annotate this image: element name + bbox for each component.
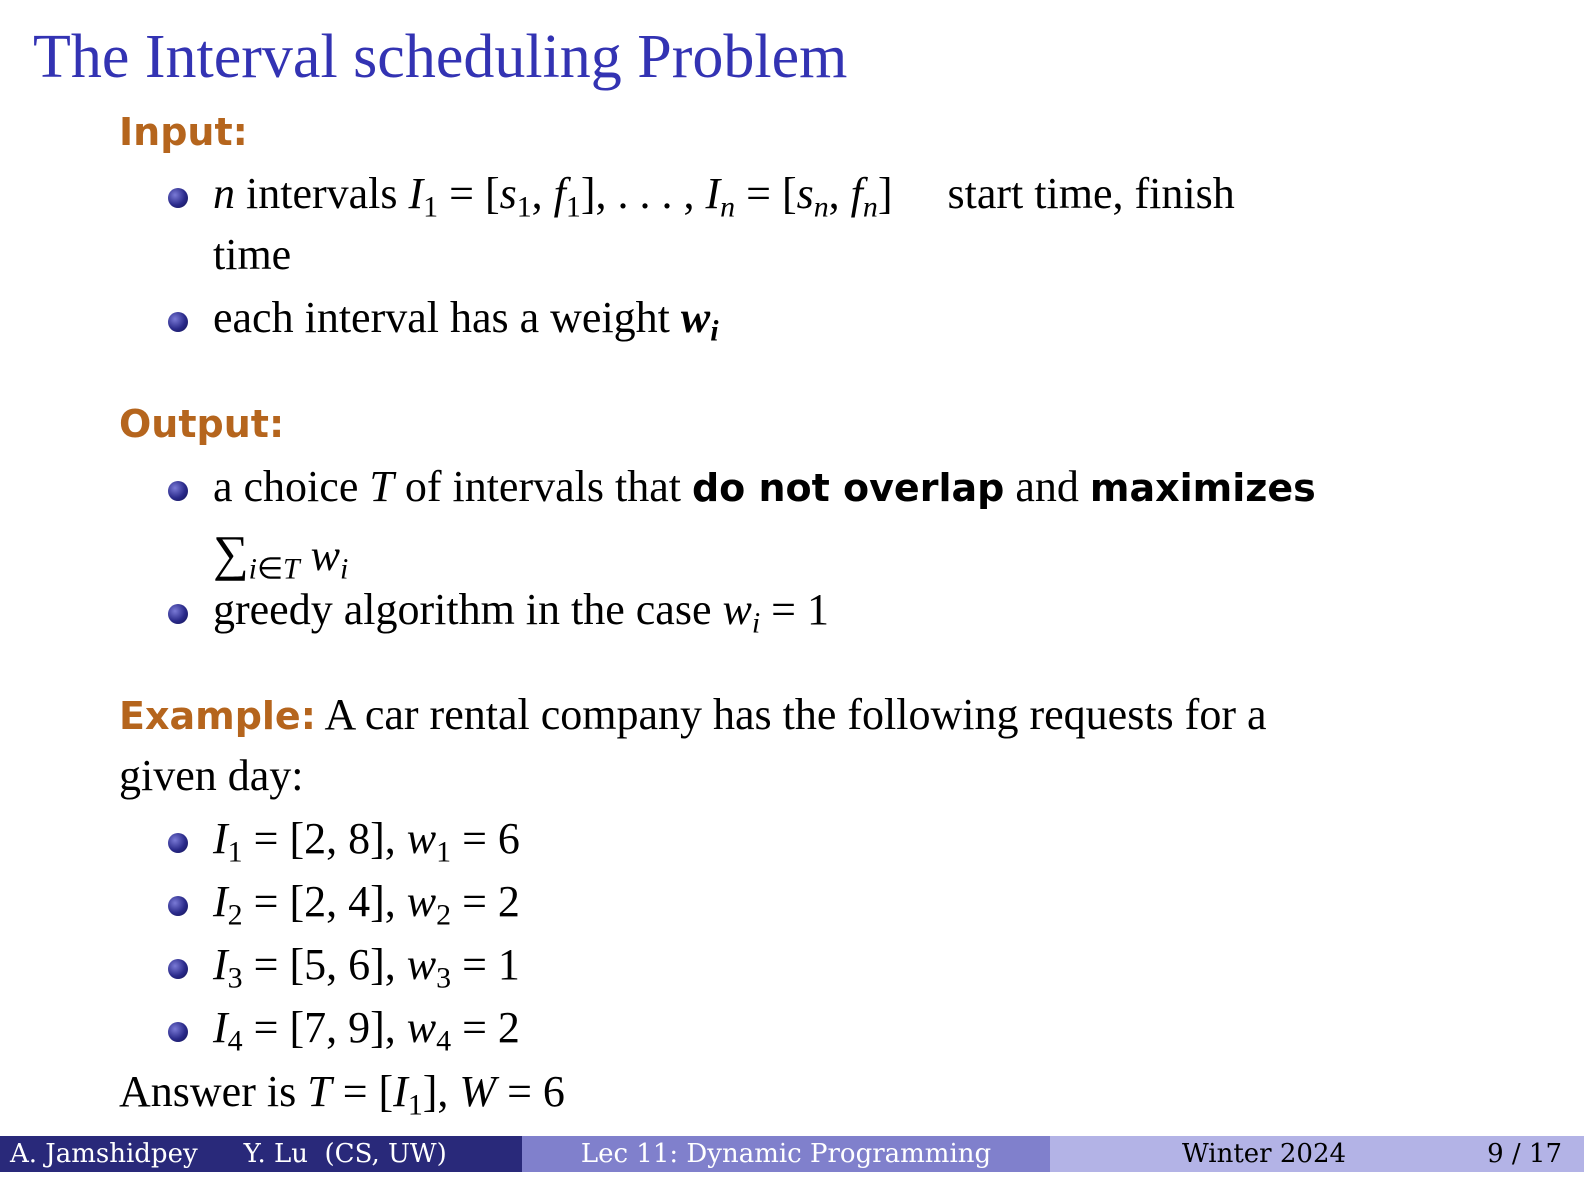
answer-line: Answer is $T = [I_1]$, W = 6 [119,1067,565,1122]
footer-page-number: 9 / 17 [1487,1139,1562,1169]
output-item-1-sum: $\sum_{i\in T}$ $w_i$ [213,525,349,586]
input-block-title: Input: [119,110,248,154]
bullet-icon [168,604,188,624]
output-item-1-and: and [1015,462,1079,511]
bullet-icon [168,188,188,208]
example-text-1: A car rental company has the following requests for a [324,690,1267,739]
answer-prefix: Answer is [119,1067,297,1116]
output-item-2: greedy algorithm in the case $w_i = 1$ [213,585,829,640]
example-text-2: given day: [119,751,304,800]
footer-right [1050,1136,1584,1172]
bullet-icon [168,1022,188,1042]
answer-W: 6 [542,1067,565,1116]
slide-title: The Interval scheduling Problem [33,23,848,91]
slide-footer [0,1136,1584,1172]
footer-lecture [522,1136,1050,1172]
bullet-icon [168,312,188,332]
output-item-1-bold2: maximizes [1089,466,1316,510]
input-item-1-note-end: time [213,230,292,279]
request-item-4: $I_4 = [7$, 9], $w_4 = 2$ [213,1003,520,1058]
output-item-2-text: greedy algorithm in the case [213,585,712,634]
input-item-2-text: each interval has a weight [213,293,670,342]
bullet-icon [168,481,188,501]
input-item-1-note: start time, finish [947,169,1235,218]
example-line-1 [119,689,1267,740]
bullet-icon [168,896,188,916]
output-item-1-mid: of intervals that [404,462,681,511]
footer-term: Winter 2024 [1182,1139,1347,1169]
output-item-1-prefix: a choice [213,462,359,511]
example-label: Example: [119,694,316,738]
input-item-2: each interval has a weight $w_i$ [213,293,719,348]
output-block-title: Output: [119,402,285,446]
footer-lecture-title: Lec 11: Dynamic Programming [580,1139,992,1169]
bullet-icon [168,959,188,979]
output-item-1: a choice T of intervals that do not overlap and maximizes [213,462,1316,511]
request-item-1: $I_1 = [2$, 8], $w_1 = 6$ [213,814,520,869]
request-item-3: $I_3 = [5$, 6], $w_3 = 1$ [213,940,520,995]
output-item-1-bold1: do not overlap [691,466,1005,510]
request-item-2: $I_2 = [2$, 4], $w_2 = 2$ [213,877,520,932]
bullet-icon [168,833,188,853]
footer-author-2: Y. Lu (CS, UW) [243,1139,447,1169]
footer-author-1: A. Jamshidpey [10,1139,198,1169]
footer-authors [0,1136,522,1172]
input-item-1: n intervals $I_1 = [s_1$, $f_1$], . . . , $I_n = [s_n$, $f_n$] start time, finish [213,169,1235,224]
